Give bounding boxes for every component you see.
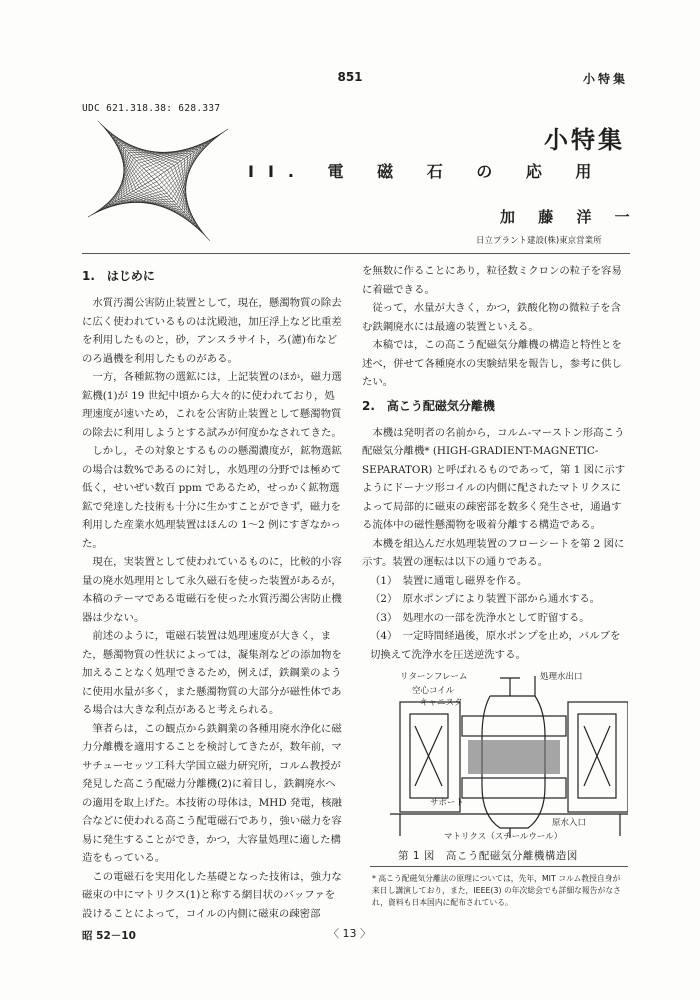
folio: 〈 13 〉: [328, 927, 371, 940]
footnote-divider: [370, 866, 628, 867]
body-paragraph: 本稿では，この高こう配磁気分離機の構造と特性とを述べ，併せて各種廃水の実験結果を報告し，参考に供したい。: [362, 339, 622, 388]
body-paragraph: 前述のように，電磁石装置は処理速度が大きく，また，懸濁物質の性状によっては，凝集剤などの添加物を加えることなく処理できるため，例えば，鉄鋼業のように使用水量が多く，また懸濁物質の大部分が磁性体である場合は大きな利点があると考えられる。: [82, 630, 342, 716]
label-raw-water-inlet: 原水入口: [552, 818, 587, 828]
section-tag: 小特集: [582, 72, 628, 86]
section-heading: 2. 高こう配磁気分離機: [362, 398, 495, 413]
section-heading: 1. はじめに: [82, 269, 155, 283]
udc-code: UDC 621.318.38: 628.337: [82, 103, 221, 114]
body-paragraph: この電磁石を実用化した基礎となった技術は，強力な磁束の中にマトリクス(1)と称する網目状のバッファを設けることによって，コイルの内側に磁束の疎密部: [82, 870, 342, 920]
body-paragraph: 従って，水量が大きく，かつ，鉄酸化物の微粒子を含む鉄鋼廃水には最適の装置といえる。: [362, 302, 621, 333]
step-item: （1） 装置に通電し磁界を作る。: [370, 574, 528, 587]
footnote: * 高こう配磁気分離法の原理については，先年，MIT コルム教授自身が来日し講演しており，また，IEEE(3) の年次総会でも詳細な報告がなされ，資料も日本国内に配布されている。: [372, 874, 621, 907]
label-treated-water-outlet: 処理水出口: [540, 672, 583, 682]
step-item: （4） 一定時間経過後，原水ポンプを止め，バルブを切換えて洗浄水を圧送逆洗する。: [370, 630, 621, 661]
author-affiliation: 日立プラント建設(株)東京営業所: [476, 236, 602, 246]
label-support: サポート: [430, 798, 465, 808]
label-return-frame: リターンフレーム: [400, 672, 468, 682]
page-number: 851: [337, 70, 363, 84]
left-column: [82, 262, 344, 923]
body-paragraph: 水質汚濁公害防止装置として，現在，懸濁物質の除去に広く使われているものは沈殿池，加圧浮上など比重差を利用したものと，砂，アンスラサイト，ろ(濾)布などのろ過機を利用したものがある。: [82, 297, 342, 365]
feature-title: 小特集: [544, 125, 625, 154]
string-art-illustration: [80, 113, 232, 245]
separator-diagram: [370, 666, 628, 846]
right-column: [362, 262, 630, 664]
article-title: II. 電 磁 石 の 応 用: [248, 162, 606, 181]
body-paragraph: 筆者らは，この観点から鉄鋼業の各種用廃水浄化に磁力分離機を適用することを検討してきたが，数年前，マサチューセッツ工科大学国立磁力研究所，コルム教授が発見した高こう配磁力分離機(2)に着目し，鉄鋼廃水への適用を取上げた。本技術の母体は，MHD 発電，核融合などに使われる高こう配電磁石であり，強い磁力を容易に発生することができ，かつ，大容量処理に適した構造をもっている。: [82, 722, 342, 864]
figure-caption: 第 1 図 高こう配磁気分離機構造図: [398, 850, 578, 862]
body-paragraph: しかし，その対象とするものの懸濁濃度が，鉱物選鉱の場合は数%であるのに対し，水処理の分野では極めて低く，せいぜい数百 ppm であるため，せっかく鉱物選鉱で発達した技術も十分に生かすことができず，磁力を利用した産業水処理装置はほんの 1～2 例にすぎなかった。: [82, 445, 342, 550]
body-paragraph: 一方，各種鉱物の選鉱には，上記装置のほか，磁力選鉱機(1)が 19 世紀中頃から大々的に使われており，処理速度が速いため，これを公害防止装置として懸濁物質の除去に利用しようとする試みが何度かなされてきた。: [82, 371, 342, 439]
step-item: （2） 原水ポンプにより装置下部から通水する。: [370, 593, 601, 605]
label-canister: キャニスタ: [420, 698, 463, 708]
title-divider: [82, 253, 630, 254]
figure-1: [370, 666, 628, 846]
label-hollow-coil: 空心コイル: [412, 686, 455, 696]
label-matrix: マトリクス（スチールウール）: [444, 832, 563, 842]
body-paragraph: 本機を組込んだ水処理装置のフローシートを第 2 図に示す。装置の運転は以下の通りである。: [362, 537, 625, 568]
step-item: （3） 処理水の一部を洗浄水として貯留する。: [370, 611, 590, 624]
body-paragraph: 本機は発明者の名前から，コルム-マーストン形高こう配磁気分離機* (HIGH-GRADIENT-MAGNETIC-SEPARATOR) と呼ばれるものであって，第 1 図に示すようにドーナツ形コイルの内側に配されたマトリクスによって局部的に磁束の疎密部を数多く発生させ，通過する流体中の磁性懸濁物を吸着分離する構造である。: [362, 426, 626, 531]
body-paragraph: 現在，実装置として使われているものに，比較的小容量の廃水処理用として永久磁石を使った装置があるが，本稿のテーマである電磁石を使った水質汚濁公害防止機器は少ない。: [82, 556, 342, 624]
body-paragraph: を無数に作ることにあり，粒径数ミクロンの粒子を容易に着磁できる。: [362, 265, 622, 296]
issue-number: 昭 52－10: [82, 930, 136, 942]
author-name: 加 藤 洋 一: [500, 208, 639, 226]
operation-steps: [362, 572, 630, 665]
